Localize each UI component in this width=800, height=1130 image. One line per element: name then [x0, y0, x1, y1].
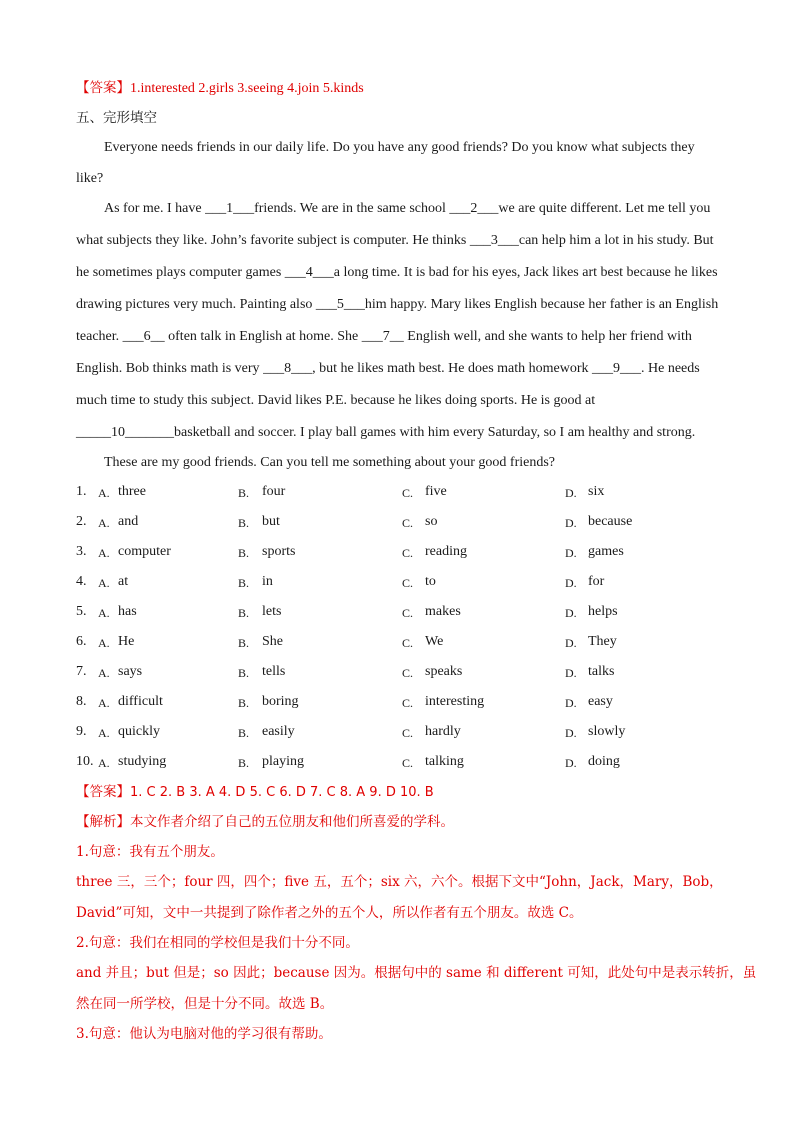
passage-text: teacher. — [76, 329, 123, 344]
option-letter-a: A. — [98, 486, 110, 500]
passage-text: often talk in English at home. She — [164, 329, 362, 344]
intro-line-1: Everyone needs friends in our daily life. Do you have any good friends? Do you know what subjects they — [104, 140, 695, 155]
blank-2: ___2___ — [449, 201, 499, 216]
blank-5: ___5___ — [315, 297, 365, 312]
question-number: 7. — [76, 664, 87, 679]
option-letter-d: D. — [565, 606, 577, 620]
option-letter-d: D. — [565, 546, 577, 560]
option-text-d: helps — [588, 604, 618, 619]
question-number: 5. — [76, 604, 87, 619]
question-number: 8. — [76, 694, 87, 709]
option-letter-c: C. — [402, 666, 414, 680]
option-text-c: talking — [425, 754, 464, 769]
option-text-b: lets — [262, 604, 282, 619]
option-letter-b: B. — [238, 606, 250, 620]
blank-6: ___6__ — [122, 329, 165, 344]
answer-label: 【答案】 — [76, 80, 130, 96]
option-text-a: three — [118, 484, 146, 499]
passage-text: he sometimes plays computer games — [76, 265, 285, 280]
blank-7: ___7__ — [361, 329, 404, 344]
option-text-a: and — [118, 514, 139, 529]
option-text-c: speaks — [425, 664, 463, 679]
q2-line-1: and 并且；but 但是；so 因此；because 因为。根据句中的 same 和 different 可知，此处句中是表示转折，虽 — [76, 965, 757, 981]
passage-text: . He needs — [641, 361, 700, 376]
passage-text: what subjects they like. John’s favorite subject is computer. He thinks — [76, 233, 470, 248]
option-row — [76, 724, 776, 744]
option-letter-c: C. — [402, 576, 414, 590]
option-text-d: doing — [588, 754, 620, 769]
question-number: 6. — [76, 634, 87, 649]
option-text-b: tells — [262, 664, 286, 679]
option-letter-c: C. — [402, 606, 414, 620]
option-text-c: five — [425, 484, 447, 499]
option-text-d: for — [588, 574, 605, 589]
passage-closing: These are my good friends. Can you tell me something about your good friends? — [104, 455, 556, 470]
option-row — [76, 574, 776, 594]
option-text-b: playing — [262, 754, 304, 769]
section-title: 五、完形填空 — [76, 110, 157, 126]
option-letter-d: D. — [565, 666, 577, 680]
intro-line-2: like? — [76, 171, 104, 186]
answer-line-1 — [76, 79, 364, 98]
passage-text: English. Bob thinks math is very — [76, 361, 264, 376]
option-text-a: has — [118, 604, 137, 619]
option-text-b: but — [262, 514, 280, 529]
answer-label: 【答案】 — [76, 784, 130, 800]
question-number: 9. — [76, 724, 87, 739]
option-letter-b: B. — [238, 486, 250, 500]
option-row — [76, 754, 776, 774]
passage-line-3 — [76, 264, 718, 282]
option-row — [76, 694, 776, 714]
option-row — [76, 664, 776, 684]
option-text-c: to — [425, 574, 436, 589]
option-text-b: sports — [262, 544, 296, 559]
answer-line-2 — [76, 783, 434, 802]
option-letter-a: A. — [98, 756, 110, 770]
option-text-d: games — [588, 544, 624, 559]
option-letter-b: B. — [238, 696, 250, 710]
option-letter-a: A. — [98, 516, 110, 530]
option-text-a: quickly — [118, 724, 160, 739]
option-letter-b: B. — [238, 576, 250, 590]
option-letter-c: C. — [402, 726, 414, 740]
option-letter-d: D. — [565, 696, 577, 710]
blank-9: ___9___ — [592, 361, 642, 376]
q1-line-2: David”可知，文中一共提到了除作者之外的五个人，所以作者有五个朋友。故选 C。 — [76, 905, 583, 921]
option-letter-c: C. — [402, 756, 414, 770]
option-letter-c: C. — [402, 636, 414, 650]
passage-line-5 — [76, 328, 692, 346]
passage-text: basketball and soccer. I play ball games with him every Saturday, so I am healthy and strong. — [174, 425, 696, 440]
option-letter-c: C. — [402, 516, 414, 530]
option-letter-a: A. — [98, 606, 110, 620]
passage-line-7: much time to study this subject. David likes P.E. because he likes doing sports. He is good at — [76, 393, 596, 408]
analysis-summary-line — [76, 813, 454, 831]
option-text-b: She — [262, 634, 283, 649]
option-letter-d: D. — [565, 576, 577, 590]
option-text-d: easy — [588, 694, 613, 709]
option-letter-a: A. — [98, 666, 110, 680]
passage-text: friends. We are in the same school — [254, 201, 450, 216]
option-text-a: He — [118, 634, 135, 649]
option-text-c: reading — [425, 544, 467, 559]
option-text-c: so — [425, 514, 438, 529]
question-number: 2. — [76, 514, 87, 529]
option-letter-d: D. — [565, 516, 577, 530]
question-number: 3. — [76, 544, 87, 559]
passage-line-2 — [76, 232, 714, 250]
option-letter-a: A. — [98, 696, 110, 710]
q1-title: 1.句意：我有五个朋友。 — [76, 844, 224, 860]
passage-line-1 — [104, 200, 710, 218]
analysis-summary: 本文作者介绍了自己的五位朋友和他们所喜爱的学科。 — [130, 814, 454, 830]
passage-text: English well, and she wants to help her friend with — [403, 329, 692, 344]
analysis-label: 【解析】 — [76, 814, 130, 830]
answer-text: 1. C 2. B 3. A 4. D 5. C 6. D 7. C 8. A 9. D 10. B — [130, 785, 434, 800]
option-row — [76, 484, 776, 504]
passage-line-6 — [76, 360, 700, 378]
q2-title: 2.句意：我们在相同的学校但是我们十分不同。 — [76, 935, 359, 951]
option-text-c: makes — [425, 604, 461, 619]
passage-text: As for me. I have — [104, 201, 206, 216]
option-row — [76, 634, 776, 654]
option-letter-b: B. — [238, 666, 250, 680]
option-text-d: because — [588, 514, 633, 529]
option-letter-d: D. — [565, 726, 577, 740]
option-text-c: We — [425, 634, 444, 649]
question-number: 10. — [76, 754, 94, 769]
option-text-b: easily — [262, 724, 295, 739]
option-row — [76, 514, 776, 534]
option-text-b: boring — [262, 694, 299, 709]
option-letter-b: B. — [238, 756, 250, 770]
option-text-d: six — [588, 484, 605, 499]
passage-text: a long time. It is bad for his eyes, Jack likes art best because he likes — [333, 265, 718, 280]
option-letter-d: D. — [565, 486, 577, 500]
q3-title: 3.句意：他认为电脑对他的学习很有帮助。 — [76, 1026, 332, 1042]
option-text-a: studying — [118, 754, 167, 769]
option-row — [76, 544, 776, 564]
option-letter-c: C. — [402, 696, 414, 710]
option-letter-c: C. — [402, 486, 414, 500]
passage-line-8 — [76, 424, 695, 442]
option-text-c: interesting — [425, 694, 485, 709]
question-number: 4. — [76, 574, 87, 589]
option-letter-a: A. — [98, 726, 110, 740]
option-text-c: hardly — [425, 724, 461, 739]
question-number: 1. — [76, 484, 87, 499]
option-text-a: computer — [118, 544, 171, 559]
option-letter-c: C. — [402, 546, 414, 560]
passage-text: we are quite different. Let me tell you — [498, 201, 711, 216]
option-letter-b: B. — [238, 516, 250, 530]
passage-text: him happy. Mary likes English because her father is an English — [364, 297, 719, 312]
q2-line-2: 然在同一所学校，但是十分不同。故选 B。 — [76, 996, 334, 1012]
option-text-a: difficult — [118, 694, 163, 709]
option-letter-a: A. — [98, 546, 110, 560]
blank-10: _____10_______ — [76, 425, 174, 440]
blank-4: ___4___ — [284, 265, 334, 280]
option-text-a: at — [118, 574, 129, 589]
passage-text: drawing pictures very much. Painting also — [76, 297, 316, 312]
option-text-d: slowly — [588, 724, 626, 739]
option-text-b: in — [262, 574, 273, 589]
blank-3: ___3___ — [469, 233, 519, 248]
q1-line-1: three 三，三个；four 四，四个；five 五，五个；six 六，六个。根据下文中“John，Jack，Mary，Bob， — [76, 874, 723, 890]
option-letter-a: A. — [98, 636, 110, 650]
option-letter-a: A. — [98, 576, 110, 590]
blank-1: ___1___ — [205, 201, 255, 216]
option-letter-b: B. — [238, 726, 250, 740]
passage-text: , but he likes math best. He does math homework — [312, 361, 593, 376]
blank-8: ___8___ — [263, 361, 313, 376]
answer-text: 1.interested 2.girls 3.seeing 4.join 5.kinds — [130, 81, 364, 96]
option-row — [76, 604, 776, 624]
passage-line-4 — [76, 296, 718, 314]
option-text-a: says — [118, 664, 143, 679]
option-letter-d: D. — [565, 636, 577, 650]
option-letter-b: B. — [238, 546, 250, 560]
option-text-d: They — [588, 634, 617, 649]
option-text-d: talks — [588, 664, 615, 679]
passage-text: can help him a lot in his study. But — [518, 233, 714, 248]
option-letter-d: D. — [565, 756, 577, 770]
option-text-b: four — [262, 484, 286, 499]
option-letter-b: B. — [238, 636, 250, 650]
